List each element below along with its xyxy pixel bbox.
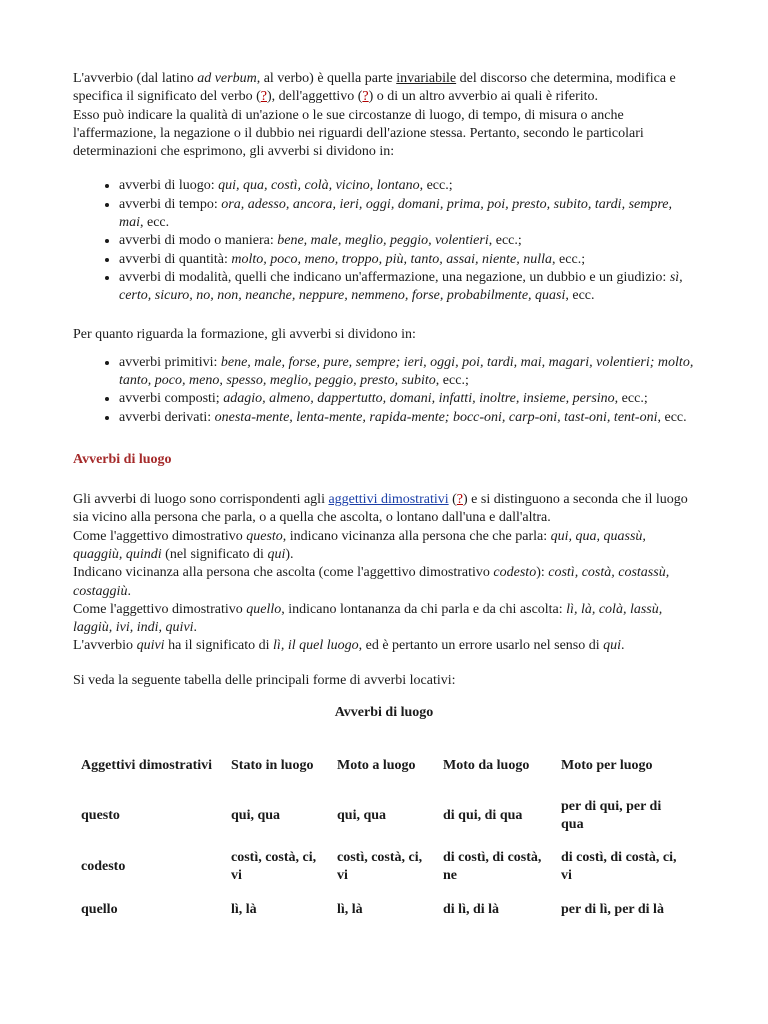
list-item (119, 251, 695, 269)
help-link[interactable]: ? (456, 492, 464, 508)
table-cell: di lì, di là (443, 902, 500, 918)
text: L'avverbio (73, 638, 137, 654)
list-item (119, 177, 695, 195)
table-cell: di costì, di costà, ne (443, 850, 542, 884)
table-header-cell: Moto da luogo (443, 758, 530, 774)
text: , indicano vicinanza alla persona che che parla: (282, 528, 551, 544)
underlined-term: invariabile (396, 71, 457, 86)
table-cell: costì, costà, ci, vi (231, 850, 317, 884)
table-header-cell: Moto a luogo (337, 758, 416, 774)
text: ha il significato di (164, 638, 274, 654)
item-tail: , ecc.; (488, 233, 522, 249)
examples: qui, qua, quassù, quaggiù, quindi (73, 528, 646, 562)
item-tail: , ecc.; (614, 391, 648, 407)
text: ): (536, 565, 549, 581)
help-link[interactable]: ? (260, 89, 267, 105)
list-item (119, 196, 695, 233)
adverb-types-list (73, 177, 695, 305)
text: , indicano lontananza da chi parla e da chi ascolta: (281, 601, 567, 617)
table-header-cell: Moto per luogo (561, 758, 653, 774)
text: Come l'aggettivo dimostrativo (73, 601, 247, 617)
formation-intro: Per quanto riguarda la formazione, gli avverbi si dividono in: (73, 326, 416, 342)
text: del discorso che determina, modifica e specifica il significato del verbo ( (73, 71, 676, 105)
text: L'avverbio (dal latino (73, 71, 198, 86)
table-row (73, 838, 695, 896)
examples: lì, là, colà, lassù, laggiù, ivi, indi, quivi (73, 601, 663, 636)
item-label: avverbi di modalità, quelli che indicano un'affermazione, una negazione, un dubbio e un giudizio: (119, 269, 670, 285)
document-body (73, 70, 695, 924)
term: qui (603, 638, 622, 654)
term: qui (267, 546, 286, 562)
table-cell: codesto (81, 859, 126, 875)
item-tail: , ecc. (657, 409, 687, 425)
avverbi-table (73, 738, 695, 924)
term: quivi (136, 638, 165, 654)
text: , ed è pertanto un errore usarlo nel senso di (358, 638, 604, 654)
text: ) e si distinguono a seconda che il luogo sia vicino alla persona che parla, o a quella che ascolta, o lontano dall'una e dall'altra. (73, 492, 688, 526)
item-examples: molto, poco, meno, troppo, più, tanto, assai, niente, nulla (231, 251, 553, 267)
item-label: avverbi di modo o maniera: (119, 233, 278, 249)
luogo-paragraph-d (73, 601, 695, 638)
table-row (73, 896, 695, 924)
table-cell: quello (81, 902, 118, 918)
table-cell: di costì, di costà, ci, vi (561, 850, 677, 884)
text: Indicano vicinanza alla persona che ascolta (come l'aggettivo dimostrativo (73, 565, 494, 581)
table-cell: costì, costà, ci, vi (337, 850, 423, 884)
table-title: Avverbi di luogo (334, 705, 434, 721)
section-heading: Avverbi di luogo (73, 452, 172, 468)
luogo-paragraph-e (73, 637, 695, 655)
text: . (127, 583, 131, 599)
text: ), dell'aggettivo ( (266, 89, 363, 105)
term: quello (246, 601, 282, 617)
intro-paragraph-2: Esso può indicare la qualità di un'azione o le sue circostanze di luogo, di tempo, di misura o anche l'affermazione, la negazione o il dubbio nei riguardi dell'azione stessa. Pertanto, secondo le particolari determinazioni che esprimono, gli avverbi si dividono in: (73, 107, 644, 160)
item-examples: sì, certo, sicuro, no, non, neanche, neppure, nemmeno, forse, probabilmente, quasi (119, 269, 683, 304)
luogo-paragraph-c (73, 564, 695, 601)
item-tail: , ecc.; (435, 373, 469, 389)
table-cell: lì, là (337, 902, 363, 918)
list-item (119, 354, 695, 391)
text: ) o di un altro avverbio ai quali è riferito. (368, 89, 599, 105)
term: codesto (493, 565, 537, 581)
text: . (193, 620, 198, 636)
text: Gli avverbi di luogo sono corrispondenti agli (73, 492, 329, 508)
item-label: avverbi composti; (119, 391, 224, 407)
item-examples: bene, male, meglio, peggio, volentieri (277, 233, 489, 249)
text: Come l'aggettivo dimostrativo (73, 528, 247, 544)
table-cell: qui, qua (337, 808, 387, 824)
item-examples: bene, male, forse, pure, sempre; ieri, oggi, poi, tardi, mai, magari, volentieri; molto, tanto, poco, meno, spesso, meglio, peggio, presto, subito (119, 354, 694, 389)
item-label: avverbi primitivi: (119, 354, 221, 370)
item-examples: adagio, almeno, dappertutto, domani, infatti, inoltre, insieme, persino (223, 391, 615, 407)
table-cell: questo (81, 808, 120, 824)
text: , al verbo) è quella parte (256, 71, 397, 86)
latin-term: ad verbum (197, 71, 257, 86)
list-item (119, 409, 695, 427)
text: (nel significato di (161, 546, 268, 562)
item-examples: onesta-mente, lenta-mente, rapida-mente; bocc-oni, carp-oni, tast-oni, tent-oni (214, 409, 658, 425)
item-tail: , ecc. (565, 288, 595, 304)
item-label: avverbi di luogo: (119, 178, 219, 194)
table-header-cell: Stato in luogo (231, 758, 314, 774)
item-tail: , ecc.; (419, 178, 453, 194)
list-item (119, 269, 695, 306)
table-header-row (73, 738, 695, 794)
table-cell: lì, là (231, 902, 257, 918)
term: lì, il quel luogo (273, 638, 359, 654)
luogo-paragraph-b (73, 528, 695, 565)
text: ( (448, 492, 457, 508)
list-item (119, 390, 695, 408)
text: ). (285, 546, 294, 562)
item-tail: , ecc.; (552, 251, 586, 267)
table-cell: di qui, di qua (443, 808, 523, 824)
intro-paragraph-1 (73, 70, 695, 107)
item-examples: ora, adesso, ancora, ieri, oggi, domani, prima, poi, presto, subito, tardi, sempre, mai (119, 196, 672, 231)
table-cell: per di lì, per di là (561, 902, 664, 918)
help-link[interactable]: ? (362, 89, 369, 105)
text: . (621, 638, 625, 654)
luogo-section (73, 491, 695, 690)
aggettivi-dimostrativi-link[interactable]: aggettivi dimostrativi (328, 492, 449, 508)
term: questo (246, 528, 283, 544)
table-row (73, 794, 695, 838)
table-header-cell: Aggettivi dimostrativi (81, 758, 213, 774)
table-cell: per di qui, per di qua (561, 799, 662, 833)
luogo-paragraph-a (73, 491, 695, 528)
item-label: avverbi di quantità: (119, 251, 232, 267)
item-examples: qui, qua, costì, colà, vicino, lontano (218, 178, 420, 194)
item-tail: , ecc. (140, 215, 170, 231)
item-label: avverbi di tempo: (119, 196, 222, 212)
item-label: avverbi derivati: (119, 409, 215, 425)
list-item (119, 232, 695, 250)
luogo-paragraph-f: Si veda la seguente tabella delle principali forme di avverbi locativi: (73, 672, 456, 688)
table-cell: qui, qua (231, 808, 281, 824)
examples: costì, costà, costassù, costaggiù (73, 565, 670, 599)
formation-list (73, 354, 695, 427)
